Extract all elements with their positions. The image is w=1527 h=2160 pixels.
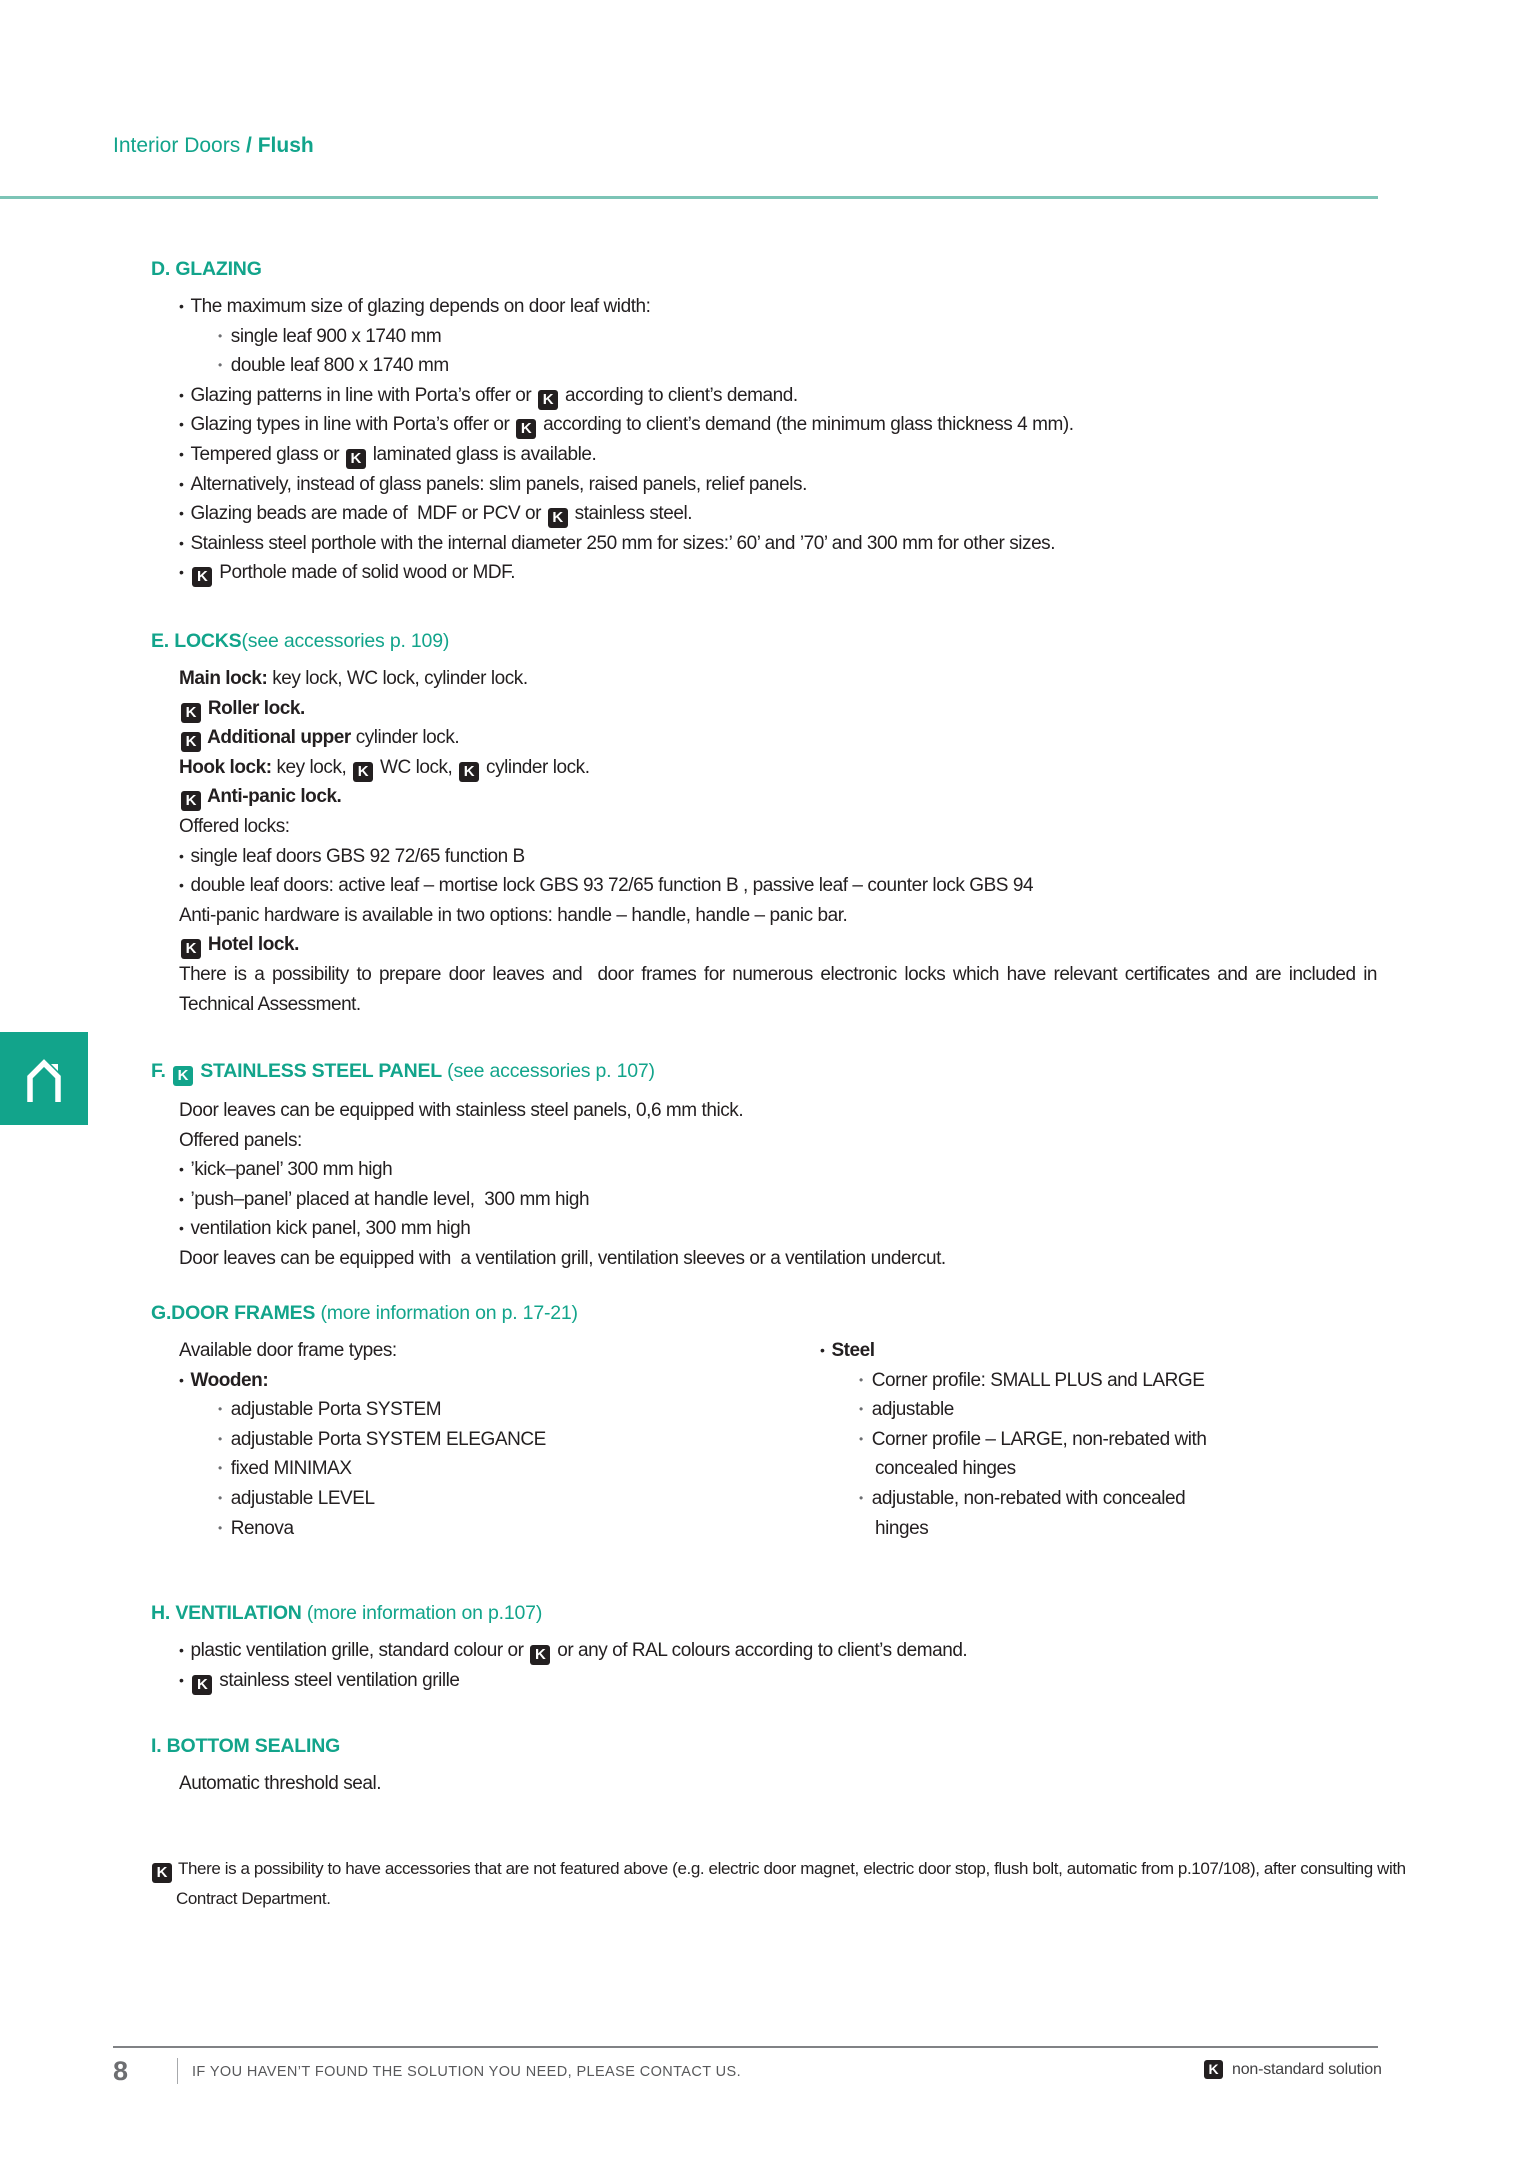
text-run: (see accessories p. 109) [241,630,450,652]
text-line [179,723,1377,753]
text-run-bold: Roller lock. [203,697,305,719]
text-run: Porthole made of solid wood or MDF. [214,562,516,584]
text-line [179,1636,967,1666]
bullet-icon: • [179,386,184,403]
text-run: according to client’s demand (the minimum glass thickness 4 mm). [538,414,1074,436]
text-run-bold: I. BOTTOM SEALING [151,1735,341,1757]
text-run: WC lock, [375,756,458,778]
text-run: cylinder lock. [350,727,460,749]
text-run-bold: Wooden: [190,1369,269,1391]
text-run: ’kick–panel’ 300 mm high [190,1159,393,1181]
section-sealing-body [179,1769,381,1799]
footer-rule [113,2046,1378,2048]
text-run: Offered locks: [179,815,290,837]
footnote [150,1854,1412,1914]
text-run: adjustable Porta SYSTEM ELEGANCE [230,1428,546,1450]
sub-bullet-icon: • [218,1402,222,1417]
text-line [179,694,1377,724]
text-run: Door leaves can be equipped with stainless steel panels, 0,6 mm thick. [179,1100,744,1121]
bullet-icon: • [179,877,184,894]
text-run: Tempered glass or [190,443,344,465]
section-door-frames [151,1300,1381,1543]
bullet-icon: • [179,298,184,314]
section-locks [151,628,1382,1019]
text-run: adjustable [871,1399,954,1421]
sub-bullet-icon: • [859,1372,863,1387]
text-run: Available door frame types: [179,1340,397,1361]
text-line [179,1214,946,1244]
text-line [179,871,1377,901]
footer-message: IF YOU HAVEN’T FOUND THE SOLUTION YOU NEED, PLEASE CONTACT US. [192,2064,742,2080]
home-icon [18,1052,70,1106]
sub-bullet-icon: • [218,328,222,343]
non-standard-solution-icon: K [1204,2060,1223,2079]
text-run-bold: F. [151,1060,171,1082]
text-line [179,351,1074,381]
text-line [179,322,1074,352]
text-run: or any of RAL colours according to client’s demand. [552,1640,968,1661]
section-frames-heading [151,1300,1381,1326]
text-run: single leaf doors GBS 92 72/65 function B [190,845,525,867]
breadcrumb-current: / Flush [246,134,314,157]
text-run: double leaf 800 x 1740 mm [230,355,449,377]
text-line [179,842,1377,872]
text-run: key lock, WC lock, cylinder lock. [267,668,528,689]
text-run: cylinder lock. [481,756,590,778]
non-standard-solution-icon: K [181,732,201,752]
non-standard-solution-icon: K [353,762,373,782]
section-panel-heading [151,1058,946,1086]
text-line [179,410,1074,440]
bullet-icon: • [179,1220,184,1237]
section-ventilation-body [179,1636,967,1695]
text-line [179,960,1382,1019]
bullet-icon: • [179,445,184,462]
non-standard-solution-icon: K [173,1066,193,1086]
legend-label: non-standard solution [1232,2060,1382,2078]
text-run-bold: STAINLESS STEEL PANEL [195,1060,442,1082]
breadcrumb [113,134,314,158]
text-run: Automatic threshold seal. [179,1773,382,1794]
non-standard-solution-icon: K [538,390,558,410]
header-rule [0,196,1378,199]
bullet-icon: • [179,847,184,864]
page-number: 8 [113,2056,129,2086]
text-line [179,1666,967,1696]
text-run: Stainless steel porthole with the internal diameter 250 mm for sizes:’ 60’ and ’70’ and 300 mm for other sizes. [190,532,1056,554]
text-run: Alternatively, instead of glass panels: slim panels, raised panels, relief panels. [190,473,807,495]
non-standard-solution-icon: K [459,762,479,782]
text-line [179,1126,946,1156]
text-run: plastic ventilation grille, standard colour or [190,1640,529,1661]
text-line [179,381,1074,411]
text-run: (see accessories p. 107) [441,1060,655,1082]
section-stainless-steel-panel [151,1058,946,1274]
legend [1204,2060,1382,2079]
bullet-icon: • [179,505,184,522]
text-run: Glazing patterns in line with Porta’s offer or [190,384,537,406]
text-run: adjustable LEVEL [230,1487,375,1509]
text-line [179,812,1377,842]
text-run-bold: D. GLAZING [151,258,262,280]
text-line [820,1336,1207,1366]
bullet-icon: • [179,1371,184,1388]
breadcrumb-section: Interior Doors [113,134,247,157]
text-line [179,1096,946,1126]
footer-divider [177,2058,178,2084]
text-run: Glazing beads are made of MDF or PCV or [190,503,546,525]
text-run-bold: Steel [831,1340,875,1361]
non-standard-solution-icon: K [181,703,201,723]
text-run: Corner profile: SMALL PLUS and LARGE [871,1369,1205,1391]
text-line [179,499,1074,529]
text-line [820,1484,1207,1514]
section-panel-body [179,1096,946,1274]
section-ventilation [151,1600,967,1695]
text-line [179,1769,381,1799]
text-run: (more information on p. 17-21) [315,1302,578,1324]
section-glazing-body [179,292,1074,588]
bullet-icon: • [179,1190,184,1207]
non-standard-solution-icon: K [192,1675,212,1695]
non-standard-solution-icon: K [181,791,201,811]
text-line [179,558,1074,588]
text-line [179,470,1074,500]
text-run: (more information on p.107) [301,1602,543,1624]
home-tab[interactable] [0,1032,88,1125]
sub-bullet-icon: • [859,1490,863,1505]
text-run-bold: Hook lock: [179,756,272,778]
frames-steel-column [820,1336,1207,1543]
text-run: Anti-panic hardware is available in two options: handle – handle, handle – panic bar. [179,904,848,926]
sub-bullet-icon: • [218,1520,222,1535]
sub-bullet-icon: • [218,1431,222,1446]
bullet-icon: • [820,1342,825,1358]
text-run: Door leaves can be equipped with a ventilation grill, ventilation sleeves or a ventilation undercut. [179,1247,946,1269]
text-run: concealed hinges [875,1458,1016,1480]
section-glazing-heading [151,256,1074,282]
text-run-bold: Additional upper [203,727,351,749]
section-ventilation-heading [151,1600,967,1626]
text-line [820,1425,1207,1455]
bullet-icon: • [179,1671,184,1688]
non-standard-solution-icon: K [181,939,201,959]
text-run: Offered panels: [179,1129,302,1151]
text-run: adjustable, non-rebated with concealed [871,1487,1186,1509]
non-standard-solution-icon: K [530,1645,550,1665]
bullet-icon: • [179,1642,184,1658]
section-sealing-heading [151,1733,381,1759]
text-run-bold: G.DOOR FRAMES [151,1302,316,1324]
text-line [820,1395,1207,1425]
text-line [179,901,1377,931]
text-run: adjustable Porta SYSTEM [230,1399,442,1421]
sub-bullet-icon: • [218,358,222,373]
text-run: ’push–panel’ placed at handle level, 300 mm high [190,1188,590,1210]
non-standard-solution-icon: K [548,508,568,528]
sub-bullet-icon: • [218,1461,222,1476]
text-run: Glazing types in line with Porta’s offer or [190,414,515,436]
text-line [820,1514,1207,1544]
text-line [179,930,1377,960]
bullet-icon: • [179,1161,184,1178]
text-run: ventilation kick panel, 300 mm high [190,1218,471,1240]
text-line [179,292,1074,322]
non-standard-solution-icon: K [192,567,212,587]
text-run: stainless steel ventilation grille [214,1669,460,1691]
text-run: fixed MINIMAX [230,1458,352,1480]
section-glazing [151,256,1074,588]
non-standard-solution-icon: K [152,1863,172,1883]
bullet-icon: • [179,564,184,581]
text-run: There is a possibility to prepare door leaves and door frames for numerous electronic locks which have relevant certificates and are included in Technical Assessment. [179,963,1382,1015]
text-run: Renova [230,1517,294,1539]
text-run: Corner profile – LARGE, non-rebated with [871,1428,1207,1450]
section-locks-body [179,664,1382,1019]
non-standard-solution-icon: K [346,449,366,469]
bullet-icon: • [179,534,184,551]
bullet-icon: • [179,416,184,433]
text-run-bold: Hotel lock. [203,934,299,956]
sub-bullet-icon: • [859,1402,863,1417]
text-line [179,1155,946,1185]
text-run-bold: H. VENTILATION [151,1602,302,1624]
text-run-bold: Anti-panic lock. [203,786,342,808]
text-line [820,1366,1207,1396]
text-line [179,529,1074,559]
text-run-bold: E. LOCKS [151,630,242,652]
text-line [179,440,1074,470]
text-line [179,1185,946,1215]
text-run: stainless steel. [569,503,693,525]
text-line [179,753,1377,783]
section-bottom-sealing [151,1733,381,1799]
sub-bullet-icon: • [218,1490,222,1505]
text-run: The maximum size of glazing depends on door leaf width: [190,296,651,317]
text-run-bold: Main lock: [179,668,268,689]
text-line [179,664,1377,694]
sub-bullet-icon: • [859,1431,863,1446]
text-run: laminated glass is available. [367,443,597,465]
text-line [179,782,1377,812]
section-locks-heading [151,628,1377,654]
text-run: key lock, [271,756,352,778]
bullet-icon: • [179,475,184,492]
text-run: There is a possibility to have accessories that are not featured above (e.g. electric door magnet, electric door stop, flush bolt, automatic from p.107/108), after consulting with Contract Department. [174,1859,1406,1908]
text-run: according to client’s demand. [560,384,798,406]
non-standard-solution-icon: K [516,419,536,439]
text-run: single leaf 900 x 1740 mm [230,325,442,347]
text-run: hinges [875,1517,929,1539]
text-line [820,1454,1207,1484]
text-run: double leaf doors: active leaf – mortise lock GBS 93 72/65 function B , passive leaf – counter lock GBS 94 [190,875,1034,897]
text-line [179,1244,946,1274]
